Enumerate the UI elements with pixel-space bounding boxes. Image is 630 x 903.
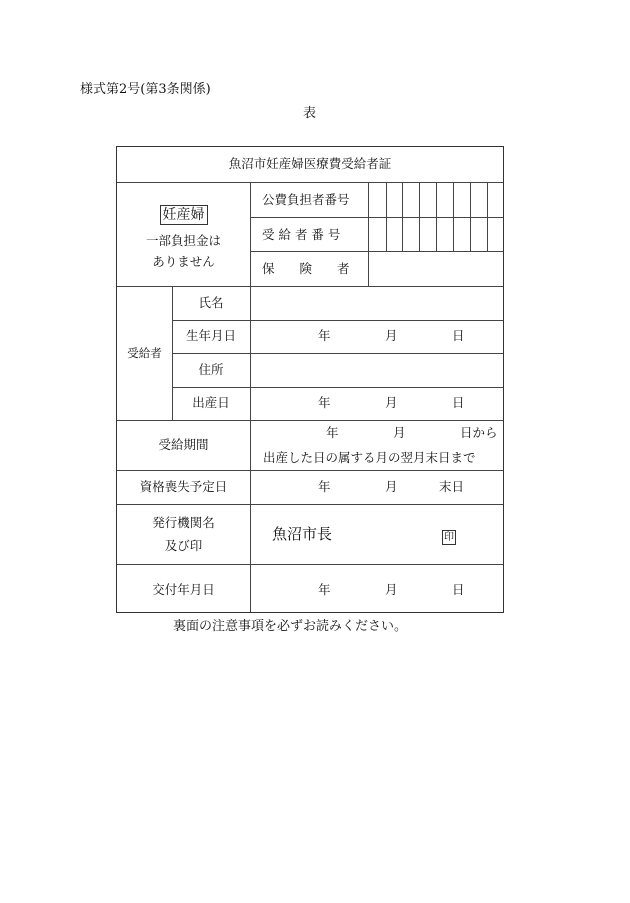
digit-box-divider (453, 182, 454, 251)
period-label: 受給期間 (158, 437, 209, 452)
digit-box-divider (419, 182, 420, 251)
birthdate-label: 生年月日 (185, 328, 236, 343)
public-expense-number-label: 公費負担者番号 (262, 192, 350, 207)
footer-note: 裏面の注意事項を必ずお読みください。 (173, 619, 408, 634)
row-divider (117, 420, 503, 421)
loss-date-year-unit: 年 (318, 479, 331, 494)
due-date-year-unit: 年 (318, 395, 331, 410)
period-start-year-unit: 年 (326, 425, 339, 440)
row-divider (117, 182, 503, 183)
birthdate-day-unit: 日 (452, 328, 465, 343)
row-divider (250, 251, 503, 252)
row-divider (117, 504, 503, 505)
side-label: 表 (303, 106, 317, 121)
row-divider (172, 320, 503, 321)
period-start-day-from: 日から (460, 425, 498, 440)
birthdate-month-unit: 月 (385, 328, 398, 343)
digit-box-divider (402, 182, 403, 251)
column-divider (250, 182, 251, 612)
digit-box-divider (386, 182, 387, 251)
category-badge: 妊産婦 (160, 205, 208, 225)
loss-date-end-day: 末日 (439, 479, 465, 494)
recipient-section-label: 受給者 (127, 346, 162, 360)
insurer-label: 保 険 者 (262, 261, 350, 276)
birthdate-year-unit: 年 (318, 328, 331, 343)
due-date-label: 出産日 (192, 395, 230, 410)
due-date-day-unit: 日 (452, 395, 465, 410)
category-badge-row (117, 208, 250, 222)
period-start-month-unit: 月 (393, 425, 406, 440)
row-divider (117, 286, 503, 287)
row-divider (117, 564, 503, 565)
issue-date-label: 交付年月日 (152, 582, 215, 597)
copay-note-line2: ありません (152, 254, 215, 269)
official-seal-mark (442, 530, 456, 543)
address-label: 住所 (198, 362, 224, 377)
loss-date-month-unit: 月 (385, 479, 398, 494)
due-date-month-unit: 月 (385, 395, 398, 410)
row-divider (172, 353, 503, 354)
row-divider (117, 470, 503, 471)
loss-date-label: 資格喪失予定日 (139, 479, 228, 494)
seal-icon: 印 (444, 532, 454, 543)
issuer-label-line1: 発行機関名 (152, 515, 215, 530)
digit-box-divider (487, 182, 488, 251)
recipient-number-label: 受 給 者 番 号 (262, 227, 341, 242)
digit-box-divider (436, 182, 437, 251)
column-divider (368, 182, 369, 286)
issue-date-year-unit: 年 (318, 582, 331, 597)
period-end-text: 出産した日の属する月の翌月末日まで (263, 450, 476, 465)
digit-box-divider (470, 182, 471, 251)
issue-date-day-unit: 日 (452, 582, 465, 597)
issuer-name: 魚沼市長 (272, 525, 333, 543)
issuer-label-line2: 及び印 (164, 538, 203, 553)
recipient-certificate-card (116, 146, 504, 613)
name-label: 氏名 (198, 295, 224, 310)
row-divider (172, 387, 503, 388)
card-title: 魚沼市妊産婦医療費受給者証 (228, 156, 392, 171)
form-number: 様式第2号(第3条関係) (80, 82, 211, 97)
copay-note-line1: 一部負担金は (145, 233, 221, 248)
row-divider (250, 217, 503, 218)
issue-date-month-unit: 月 (385, 582, 398, 597)
